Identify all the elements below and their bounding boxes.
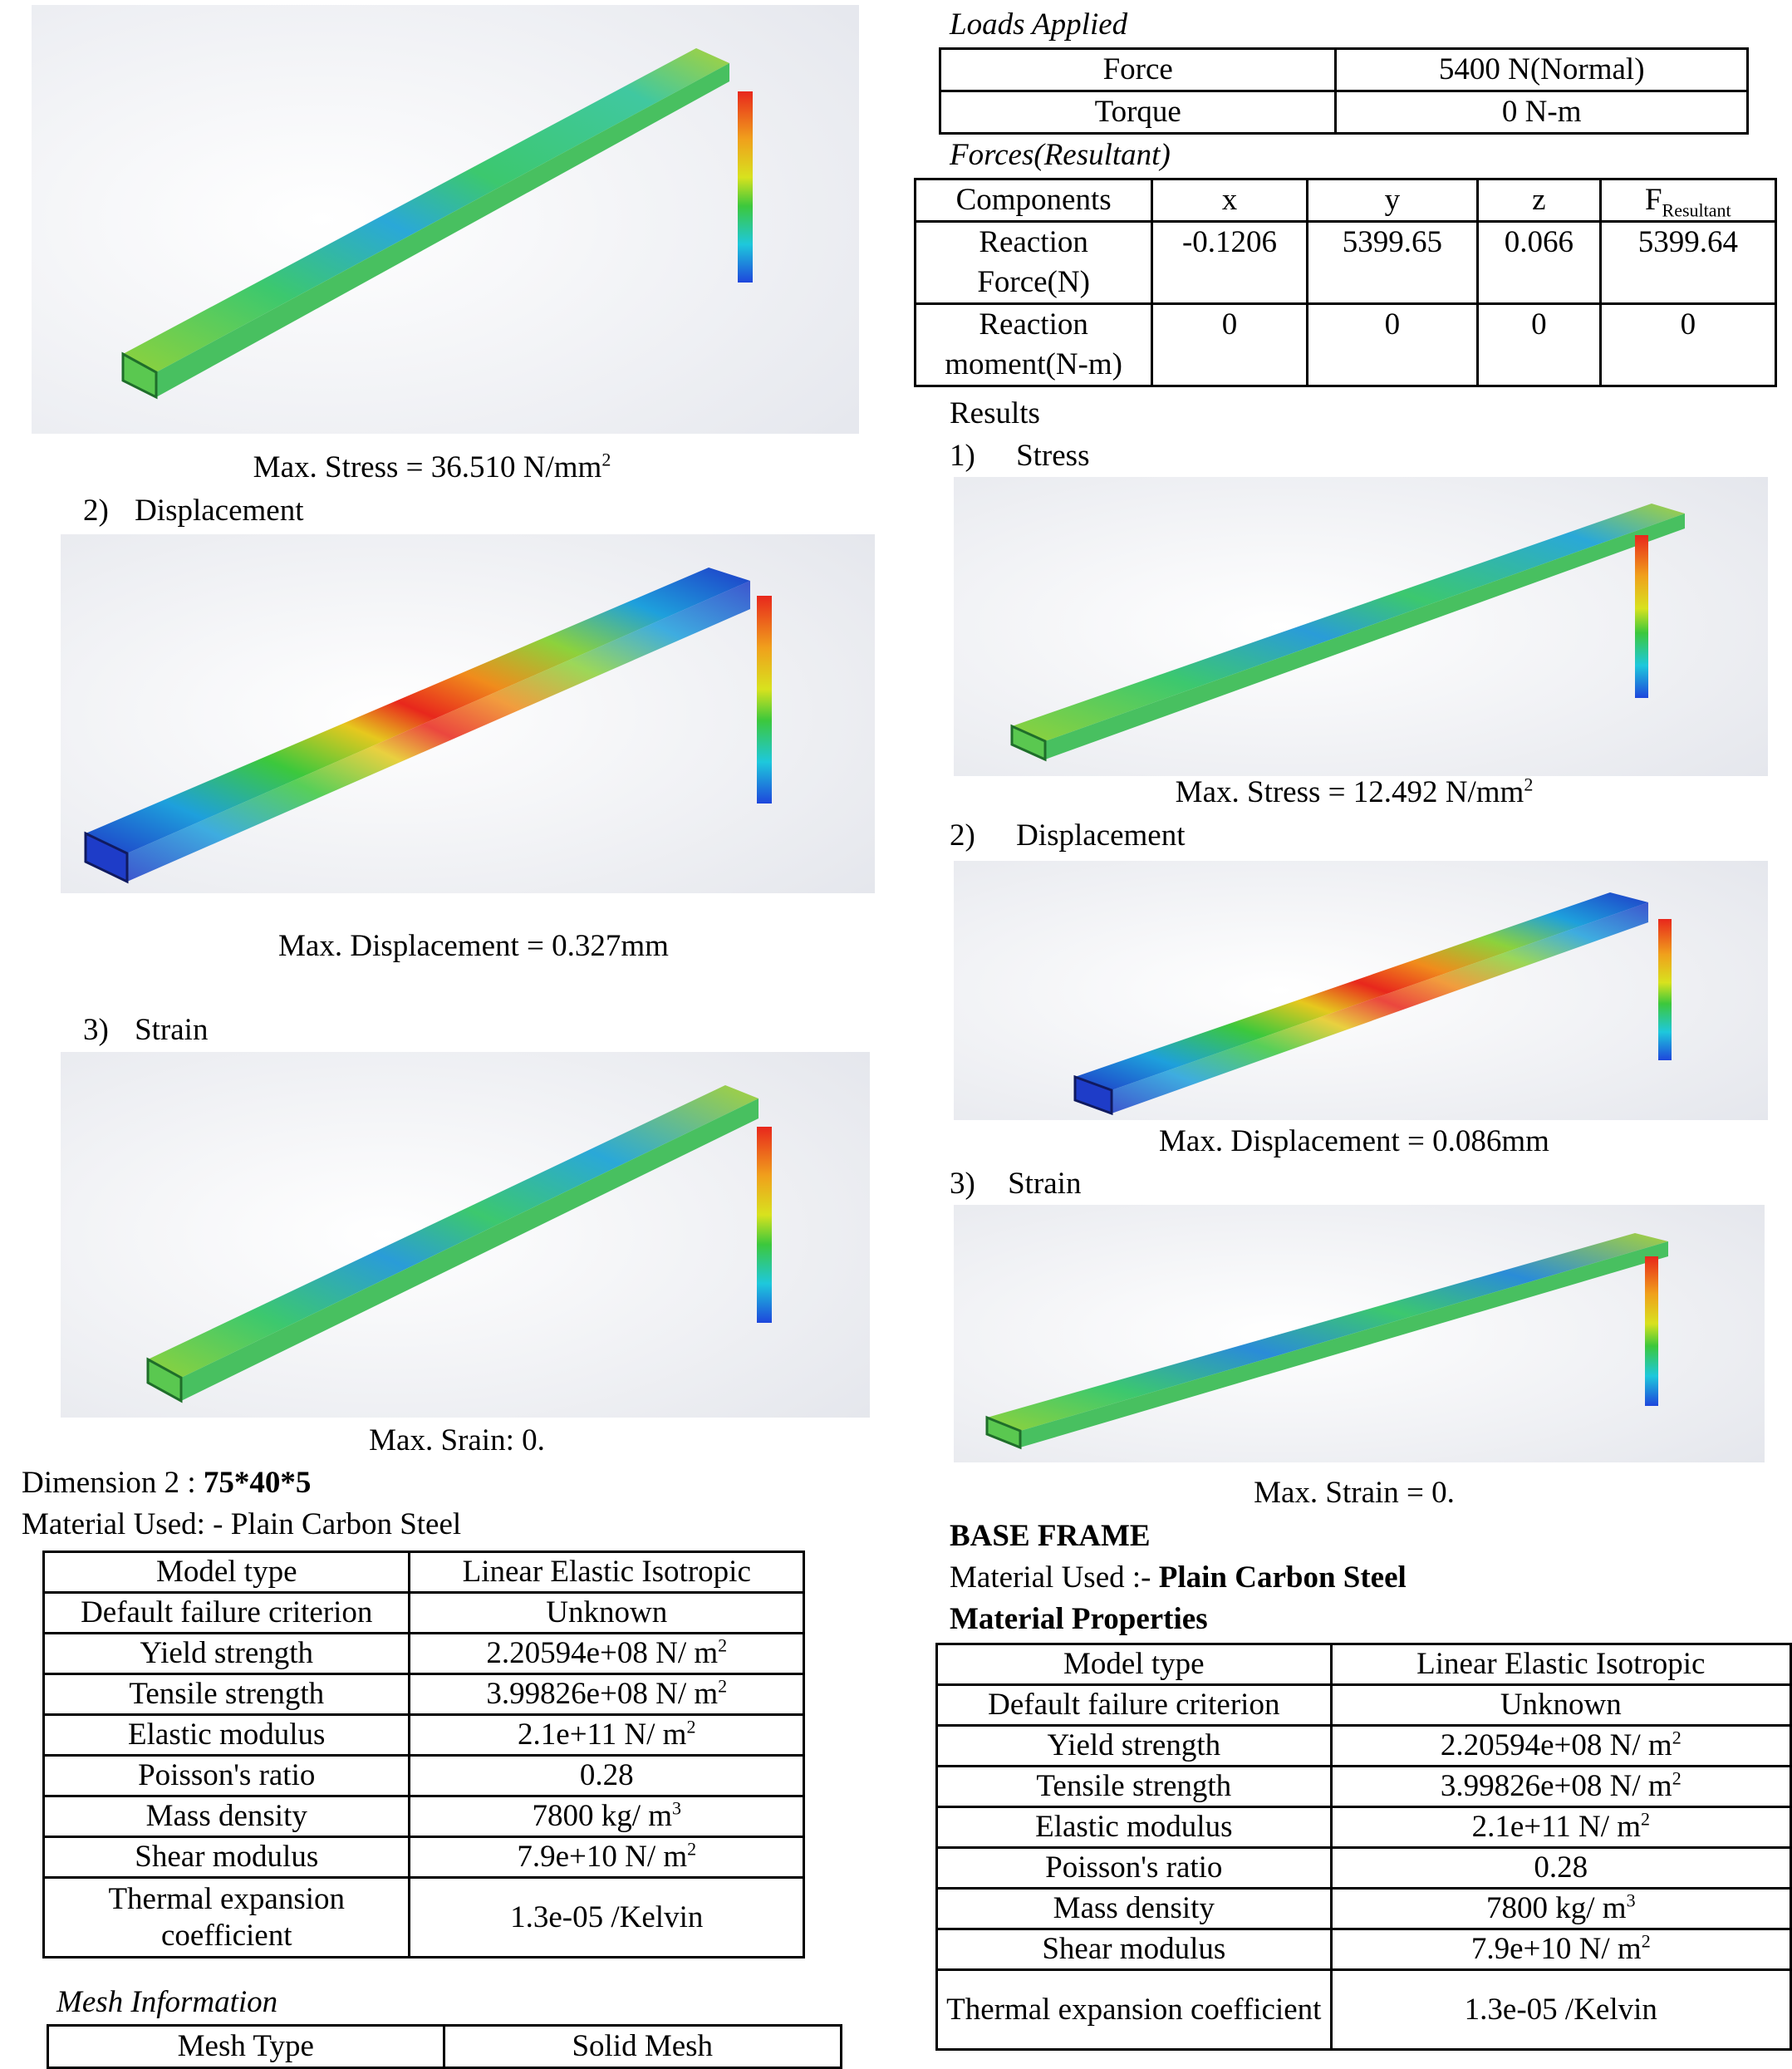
forces-cell: -0.1206	[1152, 222, 1307, 304]
left-property-row	[44, 1837, 804, 1878]
left-property-name: Default failure criterion	[44, 1593, 410, 1634]
right-property-value: 2.20594e+08 N/ $m^2$	[1331, 1726, 1790, 1767]
forces-cell: 0	[1152, 304, 1307, 386]
left-properties-table	[42, 1551, 805, 1958]
right-property-row	[937, 1848, 1791, 1889]
right-property-name: Thermal expansion coefficient	[937, 1970, 1332, 2050]
loads-torque-label: Torque	[940, 91, 1336, 134]
forces-cell: Reaction moment(N-m)	[916, 304, 1152, 386]
right-property-name: Poisson's ratio	[937, 1848, 1332, 1889]
left-property-row	[44, 1634, 804, 1674]
left-stress-caption: Max. Stress = 36.510 N/mm	[253, 450, 602, 484]
right-material-used-label: Material Used :-	[950, 1560, 1159, 1595]
left-property-value: 7.9e+10 N/ $m^2$	[410, 1837, 804, 1878]
right-property-value: 7800 kg/ $m^3$	[1331, 1889, 1790, 1929]
left-property-value: 3.99826e+08 N/ $m^2$	[410, 1674, 804, 1715]
right-property-row	[937, 1644, 1791, 1685]
left-strain-caption: Max. Srain: 0.	[369, 1423, 545, 1457]
left-stress-plot	[32, 5, 859, 434]
forces-cell: 0	[1600, 304, 1775, 386]
left-property-value: 1.3e-05 /Kelvin	[410, 1878, 804, 1958]
left-property-name: Mass density	[44, 1796, 410, 1837]
mesh-type-value: Solid Mesh	[444, 2026, 842, 2068]
forces-header-resultant: $F_{Resultant}$	[1600, 179, 1775, 222]
right-property-name: Elastic modulus	[937, 1807, 1332, 1848]
left-property-name: Poisson's ratio	[44, 1756, 410, 1796]
loads-force-label: Force	[940, 49, 1336, 91]
right-property-row	[937, 1889, 1791, 1929]
forces-cell: Reaction Force(N)	[916, 222, 1152, 304]
left-property-value: 7800 kg/ $m^3$	[410, 1796, 804, 1837]
left-property-name: Yield strength	[44, 1634, 410, 1674]
dimension-value: 75*40*5	[203, 1466, 312, 1500]
forces-header-x: x	[1152, 179, 1307, 222]
mesh-type-label: Mesh Type	[48, 2026, 444, 2068]
left-property-row	[44, 1593, 804, 1634]
forces-table	[914, 178, 1777, 387]
right-properties-table	[935, 1643, 1792, 2051]
left-property-row	[44, 1674, 804, 1715]
right-stress-num: 1)	[950, 439, 975, 473]
material-properties-heading: Material Properties	[950, 1602, 1208, 1636]
right-property-row	[937, 1685, 1791, 1726]
right-property-row	[937, 1726, 1791, 1767]
left-stress-caption-sup: 2	[601, 449, 611, 470]
forces-cell: 5399.64	[1600, 222, 1775, 304]
left-displacement-caption: Max. Displacement = 0.327mm	[278, 929, 669, 963]
forces-cell: 0.066	[1478, 222, 1601, 304]
right-property-value: 7.9e+10 N/ $m^2$	[1331, 1929, 1790, 1970]
right-property-value: 2.1e+11 N/ $m^2$	[1331, 1807, 1790, 1848]
forces-header-z: z	[1478, 179, 1601, 222]
right-property-value: Unknown	[1331, 1685, 1790, 1726]
loads-force-value: 5400 N(Normal)	[1336, 49, 1748, 91]
forces-cell: 5399.65	[1307, 222, 1477, 304]
left-displacement-num: 2)	[83, 494, 109, 528]
right-property-value: Linear Elastic Isotropic	[1331, 1644, 1790, 1685]
right-property-name: Default failure criterion	[937, 1685, 1332, 1726]
left-property-row	[44, 1715, 804, 1756]
right-property-name: Mass density	[937, 1889, 1332, 1929]
mesh-information-heading: Mesh Information	[56, 1985, 278, 2019]
right-property-row	[937, 1929, 1791, 1970]
mesh-table-row	[48, 2026, 842, 2068]
loads-applied-heading: Loads Applied	[950, 7, 1128, 42]
left-property-row	[44, 1552, 804, 1593]
right-property-name: Model type	[937, 1644, 1332, 1685]
right-property-value: 0.28	[1331, 1848, 1790, 1889]
right-property-row	[937, 1807, 1791, 1848]
loads-torque-value: 0 N-m	[1336, 91, 1748, 134]
forces-resultant-heading: Forces(Resultant)	[950, 138, 1171, 172]
right-property-name: Tensile strength	[937, 1767, 1332, 1807]
left-property-row	[44, 1878, 804, 1958]
results-heading: Results	[950, 396, 1040, 430]
loads-row-torque	[940, 91, 1748, 134]
left-property-name: Elastic modulus	[44, 1715, 410, 1756]
dimension-label: Dimension 2 :	[22, 1466, 204, 1500]
left-property-name: Model type	[44, 1552, 410, 1593]
right-strain-plot	[954, 1205, 1765, 1462]
loads-row-force	[940, 49, 1748, 91]
forces-cell: 0	[1307, 304, 1477, 386]
forces-header-y: y	[1307, 179, 1477, 222]
left-property-value: 2.20594e+08 N/ $m^2$	[410, 1634, 804, 1674]
left-displacement-plot	[61, 534, 875, 893]
right-property-name: Yield strength	[937, 1726, 1332, 1767]
left-strain-plot	[61, 1052, 870, 1418]
right-strain-num: 3)	[950, 1167, 975, 1201]
left-strain-num: 3)	[83, 1013, 109, 1047]
right-property-value: 1.3e-05 /Kelvin	[1331, 1970, 1790, 2050]
left-property-value: Unknown	[410, 1593, 804, 1634]
forces-header-components: Components	[916, 179, 1152, 222]
right-property-row	[937, 1970, 1791, 2050]
left-property-value: 2.1e+11 N/ $m^2$	[410, 1715, 804, 1756]
right-property-row	[937, 1767, 1791, 1807]
forces-row-reaction-moment	[916, 304, 1776, 386]
right-stress-caption: Max. Stress = 12.492 N/mm	[1175, 775, 1524, 809]
right-strain-caption: Max. Strain = 0.	[1254, 1476, 1455, 1510]
right-stress-plot	[954, 477, 1768, 776]
right-displacement-caption: Max. Displacement = 0.086mm	[1159, 1124, 1549, 1158]
right-stress-heading: Stress	[1016, 439, 1090, 473]
mesh-table	[47, 2024, 842, 2069]
right-displacement-plot	[954, 861, 1768, 1120]
left-property-value: 0.28	[410, 1756, 804, 1796]
forces-header-row	[916, 179, 1776, 222]
left-property-value: Linear Elastic Isotropic	[410, 1552, 804, 1593]
left-strain-heading: Strain	[135, 1013, 209, 1047]
right-property-value: 3.99826e+08 N/ $m^2$	[1331, 1767, 1790, 1807]
forces-row-reaction-force	[916, 222, 1776, 304]
left-property-name: Shear modulus	[44, 1837, 410, 1878]
right-material-used-value: Plain Carbon Steel	[1158, 1560, 1407, 1595]
left-property-name: Tensile strength	[44, 1674, 410, 1715]
left-property-row	[44, 1756, 804, 1796]
left-material-used: Material Used: - Plain Carbon Steel	[22, 1507, 462, 1541]
right-displacement-heading: Displacement	[1016, 818, 1186, 853]
base-frame-heading: BASE FRAME	[950, 1519, 1151, 1553]
left-property-name: Thermal expansion coefficient	[44, 1878, 410, 1958]
left-property-row	[44, 1796, 804, 1837]
forces-cell: 0	[1478, 304, 1601, 386]
right-property-name: Shear modulus	[937, 1929, 1332, 1970]
right-stress-caption-sup: 2	[1524, 774, 1534, 795]
left-displacement-heading: Displacement	[135, 494, 304, 528]
loads-table	[939, 47, 1749, 135]
right-displacement-num: 2)	[950, 818, 975, 853]
right-strain-heading: Strain	[1008, 1167, 1082, 1201]
